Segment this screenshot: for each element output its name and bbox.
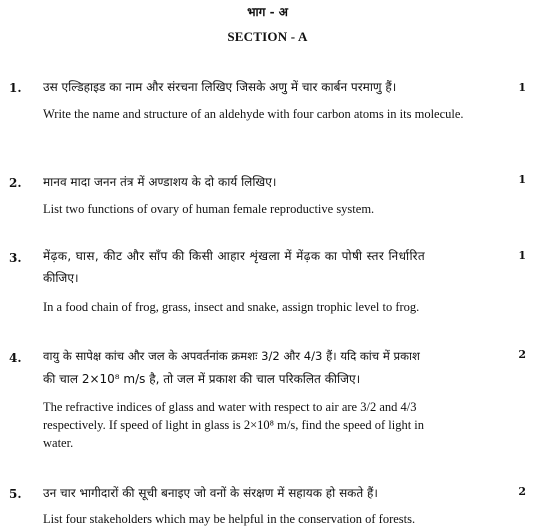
question-text-hindi-line1: मेंढ़क, घास, कीट और साँप की किसी आहार शृंखला में मेंढ़क का पोषी स्तर निर्धारित [43, 249, 426, 263]
question-number: 1. [9, 81, 22, 95]
question-text-english-line1: The refractive indices of glass and water with respect to air are 3/2 and 4/3 [43, 400, 417, 414]
question-text-english: Write the name and structure of an aldehyde with four carbon atoms in its molecule. [43, 107, 464, 121]
part-heading: भाग - अ [247, 5, 288, 19]
question-number: 5. [9, 487, 22, 501]
question-number: 2. [9, 176, 22, 190]
question-text-hindi: उन चार भागीदारों की सूची बनाइए जो वनों के संरक्षण में सहायक हो सकते हैं। [43, 486, 378, 500]
question-text-hindi-line1: वायु के सापेक्ष कांच और जल के अपवर्तनांक क्रमशः 3/2 और 4/3 हैं। यदि कांच में प्रकाश [43, 349, 420, 363]
question-text-hindi: मानव मादा जनन तंत्र में अण्डाशय के दो कार्य लिखिए। [43, 175, 277, 189]
question-text-english: List two functions of ovary of human female reproductive system. [43, 202, 375, 216]
question-text-hindi-line2: की चाल 2×10⁸ m/s है, तो जल में प्रकाश की चाल परिकलित कीजिए। [43, 372, 361, 386]
question-marks: 1 [518, 249, 526, 262]
question-number: 3. [9, 251, 22, 265]
question-number: 4. [9, 351, 22, 365]
question-marks: 2 [518, 348, 526, 361]
question-text-english-line3: water. [43, 436, 74, 450]
question-marks: 1 [518, 173, 526, 186]
question-marks: 2 [518, 485, 526, 498]
question-text-hindi: उस एल्डिहाइड का नाम और संरचना लिखिए जिसके अणु में चार कार्बन परमाणु हैं। [43, 80, 397, 94]
question-text-english-line2: respectively. If speed of light in glass is 2×10⁸ m/s, find the speed of light in [43, 418, 425, 432]
question-text-english: In a food chain of frog, grass, insect and snake, assign trophic level to frog. [43, 300, 420, 314]
question-text-english: List four stakeholders which may be helpful in the conservation of forests. [43, 512, 416, 526]
section-heading: SECTION - A [227, 29, 308, 44]
question-text-hindi-line2: कीजिए। [43, 271, 79, 285]
question-marks: 1 [518, 81, 526, 94]
